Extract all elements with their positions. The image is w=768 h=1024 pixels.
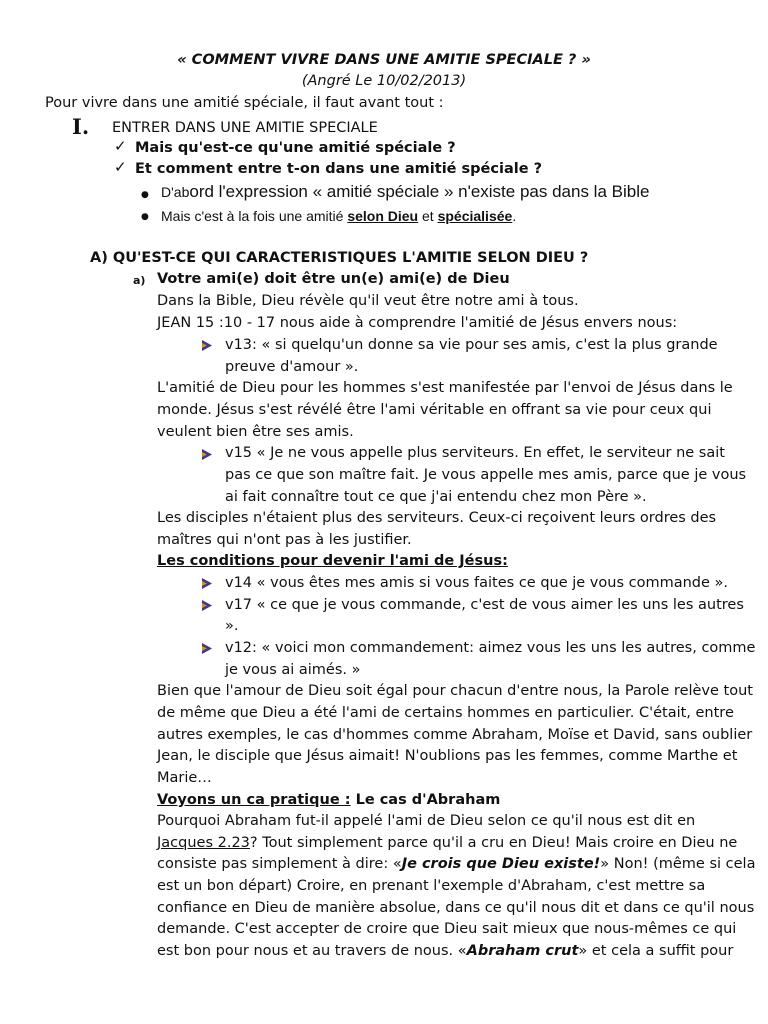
verse-v17-line: ». <box>225 618 239 634</box>
paragraph-line: Les disciples n'étaient plus des serviteurs. Ceux-ci reçoivent leurs ordres des <box>157 510 717 526</box>
paragraph-line: Pourquoi Abraham fut-il appelé l'ami de Dieu selon ce qu'il nous est dit en <box>157 813 696 829</box>
arrow-bullet-icon <box>202 599 212 612</box>
verse-v13-line: preuve d'amour ». <box>225 359 359 375</box>
verse-v12-line: v12: « voici mon commandement: aimez vous les uns les autres, comme <box>225 640 756 656</box>
document-title: « COMMENT VIVRE DANS UNE AMITIE SPECIALE ? » <box>177 52 591 68</box>
paragraph-line: est un bon départ) Croire, en prenant l'exemple d'Abraham, c'est mettre sa <box>157 878 706 894</box>
paragraph-line: Marie… <box>157 770 212 786</box>
verse-v12-line: je vous ai aimés. » <box>225 662 361 678</box>
check-item-2: Et comment entre t-on dans une amitié spéciale ? <box>135 161 542 177</box>
paragraph-line: Jean, le disciple que Jésus aimait! N'oublions pas les femmes, comme Marthe et <box>157 748 738 764</box>
paragraph-line: consiste pas simplement à dire: «Je crois que Dieu existe!» Non! (même si cela <box>157 856 756 872</box>
bullet-dot-icon: ● <box>141 190 149 200</box>
checkmark-icon: ✓ <box>114 137 127 155</box>
paragraph-line: JEAN 15 :10 - 17 nous aide à comprendre l'amitié de Jésus envers nous: <box>157 315 678 331</box>
paragraph-line: autres exemples, le cas d'hommes comme Abraham, Moïse et David, sans oublier <box>157 727 753 743</box>
intro-text: Pour vivre dans une amitié spéciale, il faut avant tout : <box>45 95 444 111</box>
paragraph-line: monde. Jésus s'est révélé être l'ami véritable en offrant sa vie pour ceux qui <box>157 402 712 418</box>
arrow-bullet-icon <box>202 339 212 352</box>
paragraph-line: maîtres qui n'ont pas à les justifier. <box>157 532 412 548</box>
subsection-heading: Votre ami(e) doit être un(e) ami(e) de Dieu <box>157 271 510 287</box>
checkmark-icon: ✓ <box>114 158 127 176</box>
paragraph-line: veulent bien être ses amis. <box>157 424 354 440</box>
verse-v15-line: v15 « Je ne vous appelle plus serviteurs. En effet, le serviteur ne sait <box>225 445 725 461</box>
arrow-bullet-icon <box>202 448 212 461</box>
practice-heading: Voyons un ca pratique : Le cas d'Abraham <box>157 792 501 808</box>
paragraph-line: Bien que l'amour de Dieu soit égal pour chacun d'entre nous, la Parole relève tout <box>157 683 753 699</box>
subsection-marker: a) <box>133 274 146 287</box>
verse-v15-line: pas ce que son maître fait. Je vous appelle mes amis, parce que je vous <box>225 467 747 483</box>
paragraph-line: de même que Dieu a été l'ami de certains hommes en particulier. C'était, entre <box>157 705 734 721</box>
verse-v13-line: v13: « si quelqu'un donne sa vie pour ses amis, c'est la plus grande <box>225 337 718 353</box>
verse-v17-line: v17 « ce que je vous commande, c'est de vous aimer les uns les autres <box>225 597 744 613</box>
document-date: (Angré Le 10/02/2013) <box>301 73 467 89</box>
scripture-reference: Jacques 2.23 <box>157 835 250 851</box>
paragraph-line: confiance en Dieu de manière absolue, dans ce qu'il nous dit et dans ce qu'il nous <box>157 900 755 916</box>
section-numeral: I. <box>72 114 90 139</box>
arrow-bullet-icon <box>202 642 212 655</box>
arrow-bullet-icon <box>202 577 212 590</box>
paragraph-line: est bon pour nous et au travers de nous. «Abraham crut» et cela a suffit pour <box>157 943 734 959</box>
conditions-heading: Les conditions pour devenir l'ami de Jésus: <box>157 553 508 569</box>
paragraph-line: demande. C'est accepter de croire que Dieu sait mieux que nous-mêmes ce qui <box>157 921 737 937</box>
bullet-item-2: Mais c'est à la fois une amitié selon Dieu et spécialisée. <box>161 208 517 224</box>
paragraph-line: L'amitié de Dieu pour les hommes s'est manifestée par l'envoi de Jésus dans le <box>157 380 733 396</box>
check-item-1: Mais qu'est-ce qu'une amitié spéciale ? <box>135 140 456 156</box>
section-a-heading: A) QU'EST-CE QUI CARACTERISTIQUES L'AMITIE SELON DIEU ? <box>90 250 589 266</box>
verse-v14-line: v14 « vous êtes mes amis si vous faites ce que je vous commande ». <box>225 575 728 591</box>
verse-v15-line: ai fait connaître tout ce que j'ai entendu chez mon Père ». <box>225 489 647 505</box>
section-heading: ENTRER DANS UNE AMITIE SPECIALE <box>112 120 378 136</box>
bullet-dot-icon: ● <box>141 212 149 222</box>
paragraph-line: Dans la Bible, Dieu révèle qu'il veut être notre ami à tous. <box>157 293 579 309</box>
bullet-item-1: D'abord l'expression « amitié spéciale » n'existe pas dans la Bible <box>161 182 650 201</box>
paragraph-line: Jacques 2.23? Tout simplement parce qu'il a cru en Dieu! Mais croire en Dieu ne <box>157 835 738 851</box>
